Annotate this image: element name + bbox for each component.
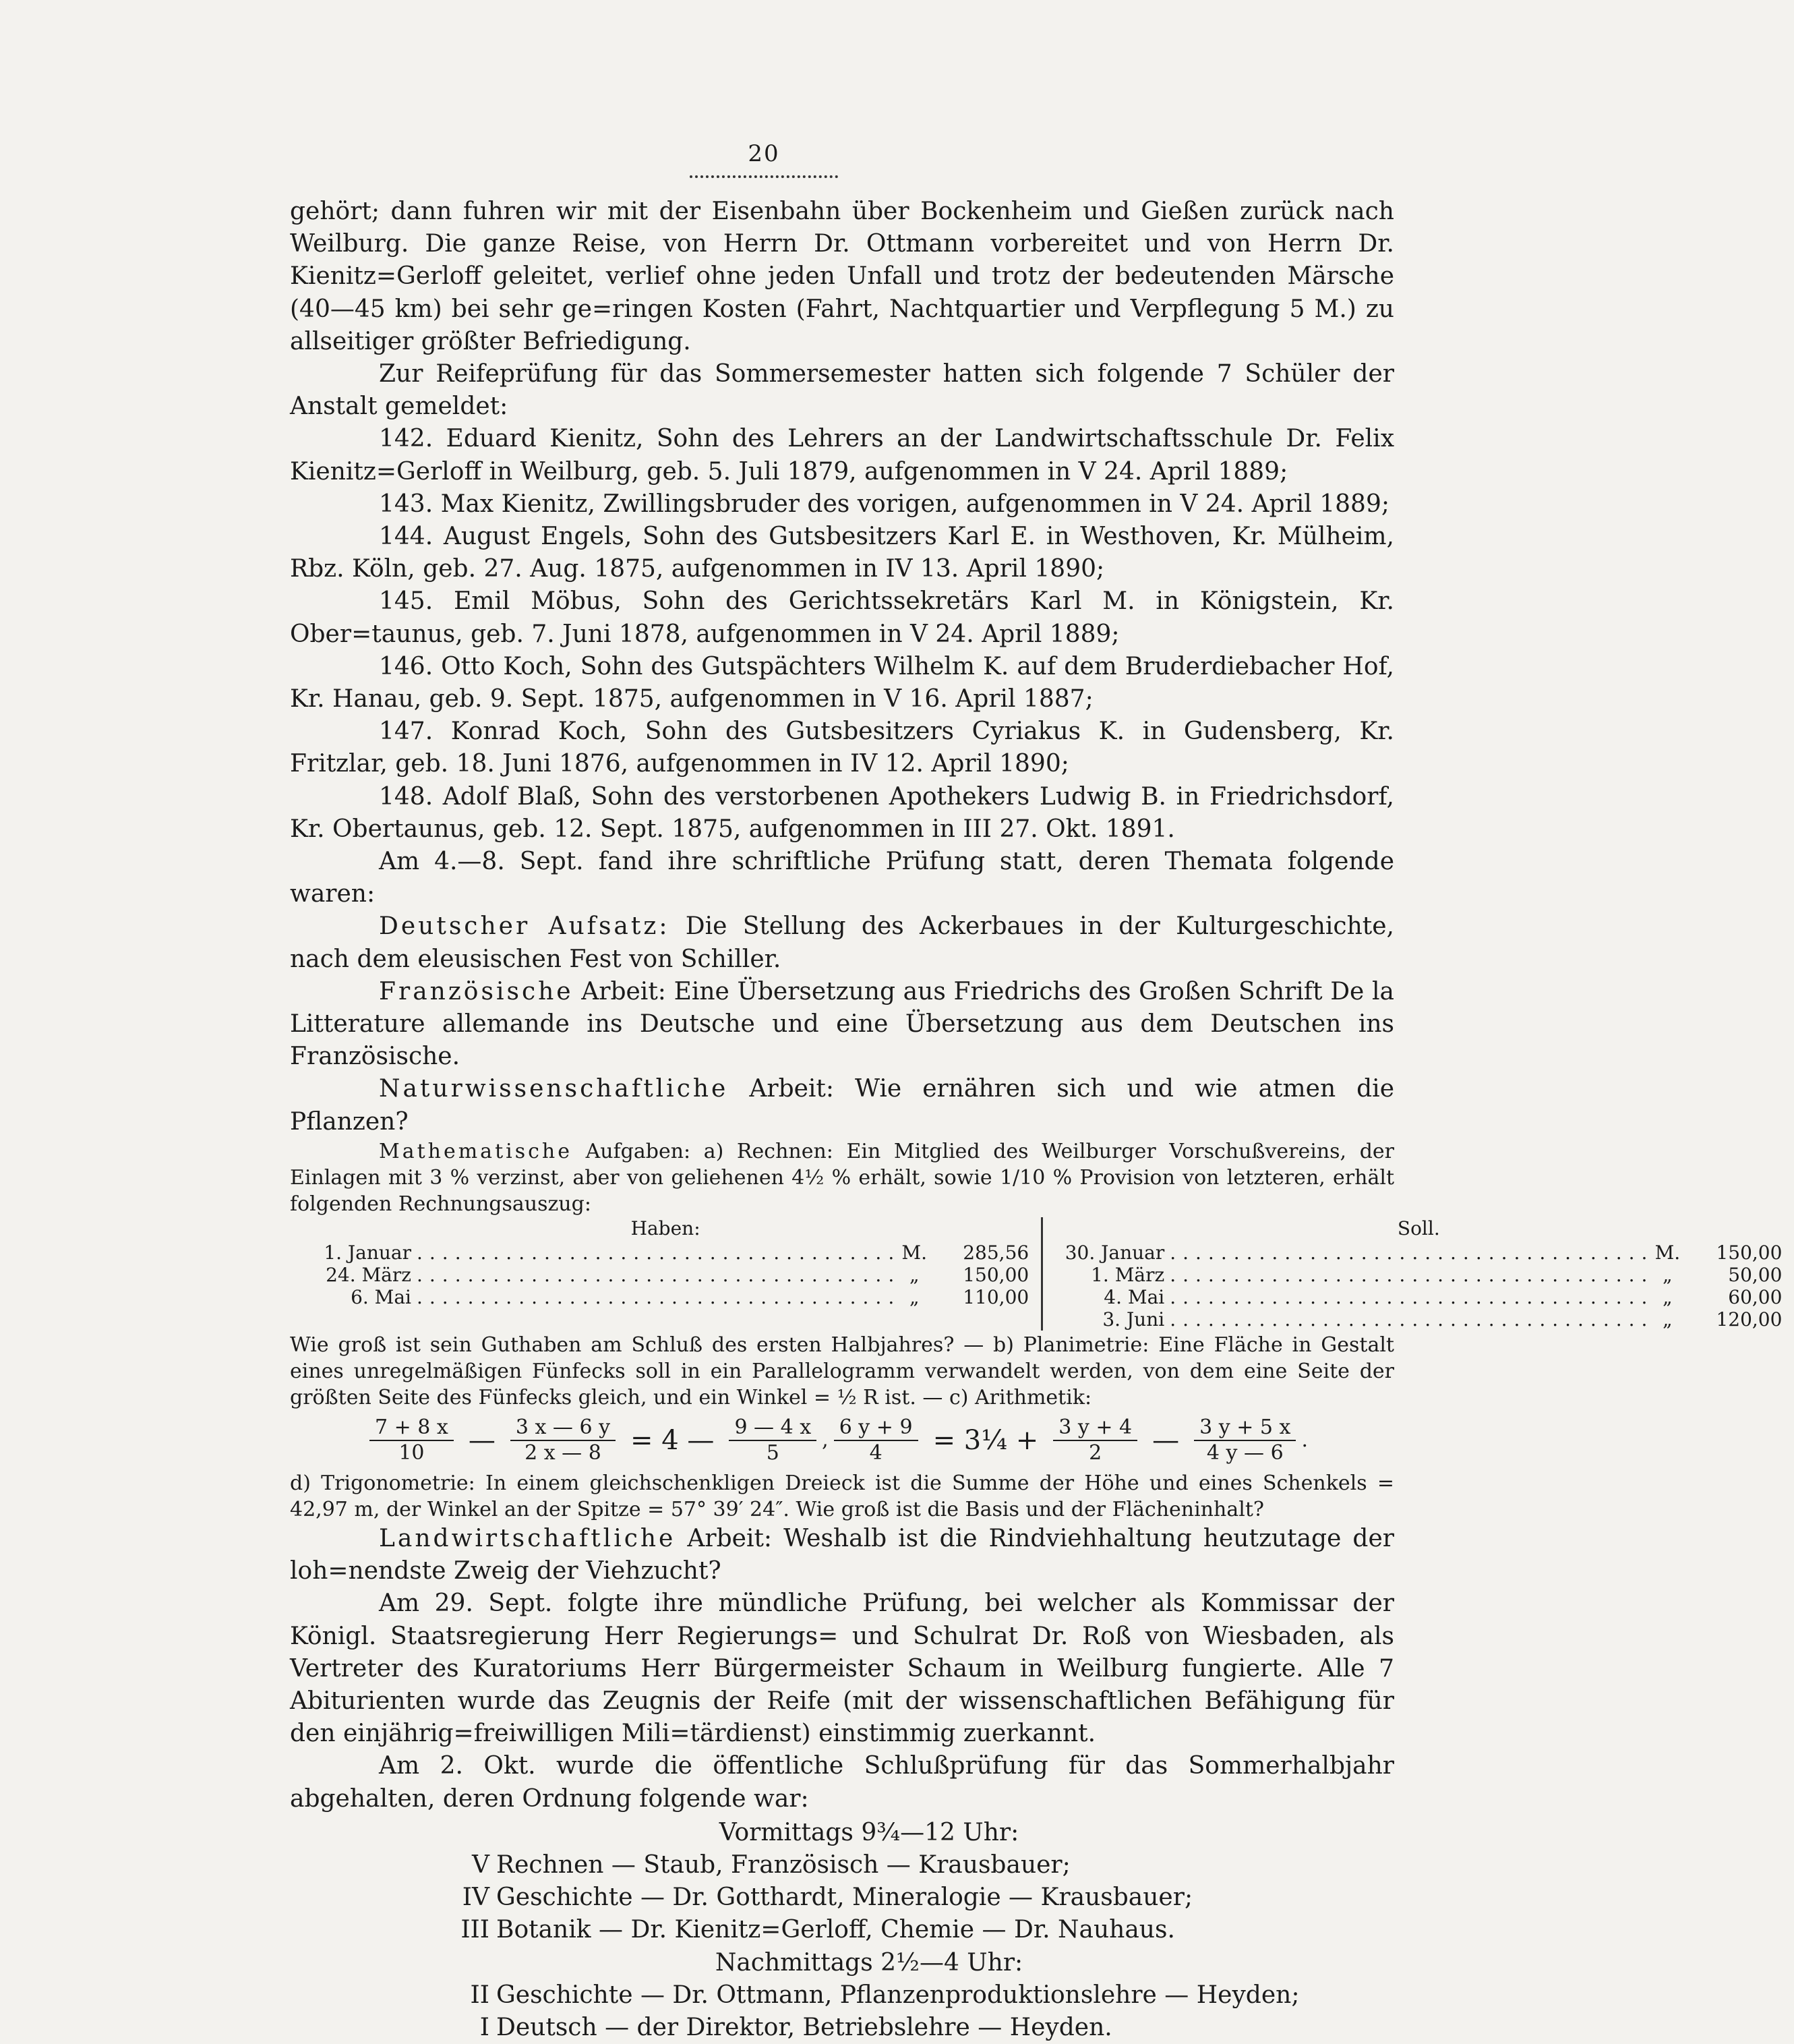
student-148: 148. Adolf Blaß, Sohn des verstorbenen Apothekers Ludwig B. in Friedrichsdorf, Kr. Obertaunus, geb. 12. Sept. 1875, aufgenommen in III 27. Okt. 1891. xyxy=(290,782,1394,843)
class-label: III xyxy=(460,1916,489,1944)
leader-dots xyxy=(417,1264,901,1286)
account-haben xyxy=(290,1217,1043,1331)
numerator: 9 — 4 x xyxy=(729,1415,816,1441)
student-147: 147. Konrad Koch, Sohn des Gutsbesitzers Cyriakus K. in Gudensberg, Kr. Fritzlar, geb. 18. Juni 1876, aufgenommen in IV 12. April 1890; xyxy=(290,718,1394,778)
denominator: 10 xyxy=(398,1440,425,1465)
fraction xyxy=(1053,1415,1137,1465)
numerator: 6 y + 9 xyxy=(834,1415,918,1441)
soll-label: Soll. xyxy=(1397,1217,1440,1239)
denominator: 5 xyxy=(766,1440,779,1465)
haben-amount: 150,00 xyxy=(963,1263,1029,1286)
soll-row xyxy=(1043,1264,1794,1286)
schedule-text: Geschichte — Dr. Gotthardt, Mineralogie — Krausbauer; xyxy=(496,1884,1193,1912)
leader-dots xyxy=(417,1286,901,1308)
soll-currency: „ xyxy=(1663,1263,1673,1286)
schedule-text: Geschichte — Dr. Ottmann, Pflanzenproduktionslehre — Heyden; xyxy=(496,1981,1300,2009)
schedule-row xyxy=(290,2012,1394,2044)
class-label: I xyxy=(479,2013,489,2041)
soll-row xyxy=(1043,1242,1794,1264)
soll-amount: 60,00 xyxy=(1728,1285,1783,1308)
soll-row xyxy=(1043,1286,1794,1308)
numerator: 7 + 8 x xyxy=(369,1415,454,1441)
schedule-text: Rechnen — Staub, Französisch — Krausbauer; xyxy=(496,1850,1071,1879)
leader-dots xyxy=(1170,1308,1654,1331)
student-142: 142. Eduard Kienitz, Sohn des Lehrers an der Landwirtschaftsschule Dr. Felix Kienitz=Gerloff in Weilburg, geb. 5. Juli 1879, aufgenommen in V 24. April 1889; xyxy=(290,425,1394,486)
soll-date: 1. März xyxy=(1091,1263,1165,1286)
haben-amount: 285,56 xyxy=(963,1241,1029,1264)
fraction xyxy=(1194,1415,1296,1465)
leader-dots xyxy=(1170,1286,1654,1308)
topic-natur-label: Naturwissenschaftliche xyxy=(379,1075,729,1103)
haben-row xyxy=(290,1242,1041,1264)
topic-math-text: Aufgaben: a) Rechnen: Ein Mitglied des Weilburger Vorschußvereins, der Einlagen mit 3 % verzinst, aber von geliehenen 4½ % erhält, sowie 1/10 % Provision von letzteren, erhält folgenden Rechnungsauszug: xyxy=(290,1139,1394,1216)
class-label: II xyxy=(470,1981,489,2009)
student-143: 143. Max Kienitz, Zwillingsbruder des vorigen, aufgenommen in V 24. April 1889; xyxy=(379,490,1389,518)
schedule-row xyxy=(290,1914,1394,1946)
soll-currency: „ xyxy=(1663,1308,1673,1331)
text-body xyxy=(290,196,1783,2044)
soll-row xyxy=(1043,1308,1794,1331)
comma: , xyxy=(822,1428,829,1452)
operator: — xyxy=(468,1424,496,1456)
topic-deutsch xyxy=(290,910,1394,975)
numerator: 3 y + 5 x xyxy=(1194,1415,1296,1441)
paragraph-oral-exam: Am 29. Sept. folgte ihre mündliche Prüfung, bei welcher als Kommissar der Königl. Staatsregierung Herr Regierungs= und Schulrat Dr. Roß von Wiesbaden, als Vertreter des Kuratoriums Herr Bürgermeister Schaum in Weilburg fungierte. Alle 7 Abiturienten wurde das Zeugnis der Reife (mit der wissenschaftlichen Befähigung für den einjährig=freiwilligen Mili=tärdienst) einstimmig zuerkannt. xyxy=(290,1589,1394,1748)
equals-term: = 3¼ + xyxy=(932,1424,1039,1456)
account-soll xyxy=(1043,1217,1794,1331)
arithmetic-equation xyxy=(290,1411,1394,1470)
fraction xyxy=(369,1415,454,1465)
schedule-morning-heading: Vormittags 9¾—12 Uhr: xyxy=(719,1818,1019,1846)
soll-currency: M. xyxy=(1654,1241,1681,1264)
math-planimetrie: Wie groß ist sein Guthaben am Schluß des ersten Halbjahres? — b) Planimetrie: Eine Fläche in Gestalt eines unregelmäßigen Fünfecks soll in ein Parallelogramm verwandelt werden, von dem eine Seite der größten Seite des Fünfecks gleich, und ein Winkel = ½ R ist. — c) Arithmetik: xyxy=(290,1333,1394,1409)
math-trigonometrie: d) Trigonometrie: In einem gleichschenkligen Dreieck ist die Summe der Höhe und eines Schenkels = 42,97 m, der Winkel an der Spitze = 57° 39′ 24″. Wie groß ist die Basis und der Flächeninhalt? xyxy=(290,1471,1394,1521)
period: . xyxy=(1301,1428,1308,1452)
numerator: 3 x — 6 y xyxy=(510,1415,616,1441)
leader-dots xyxy=(1170,1242,1654,1264)
student-146: 146. Otto Koch, Sohn des Gutspächters Wilhelm K. auf dem Bruderdiebacher Hof, Kr. Hanau, geb. 9. Sept. 1875, aufgenommen in V 16. April 1887; xyxy=(290,652,1394,713)
student-145: 145. Emil Möbus, Sohn des Gerichtssekretärs Karl M. in Königstein, Kr. Ober=taunus, geb. 7. Juni 1878, aufgenommen in V 24. April 1889; xyxy=(290,587,1394,648)
paragraph-final-exam: Am 2. Okt. wurde die öffentliche Schlußprüfung für das Sommerhalbjahr abgehalten, deren Ordnung folgende war: xyxy=(290,1752,1394,1813)
haben-amount: 110,00 xyxy=(963,1285,1029,1308)
soll-date: 3. Juni xyxy=(1102,1308,1165,1331)
denominator: 4 xyxy=(869,1440,883,1465)
leader-dots xyxy=(417,1242,901,1264)
paragraph-travel: gehört; dann fuhren wir mit der Eisenbahn über Bockenheim und Gießen zurück nach Weilburg. Die ganze Reise, von Herrn Dr. Ottmann vorbereitet und von Herrn Dr. Kienitz=Gerloff geleitet, verlief ohne jeden Unfall und trotz der bedeutenden Märsche (40—45 km) bei sehr ge=ringen Kosten (Fahrt, Nachtquartier und Verpflegung 5 M.) zu allseitiger größter Befriedigung. xyxy=(290,198,1394,355)
topic-natur-text: Arbeit: Wie ernähren sich und wie atmen die Pflanzen? xyxy=(290,1075,1394,1136)
page-number-text: 20 xyxy=(748,140,780,167)
class-label: V xyxy=(472,1850,489,1879)
fraction xyxy=(729,1415,816,1465)
topic-deutsch-label: Deutscher Aufsatz: xyxy=(379,912,670,941)
denominator: 2 x — 8 xyxy=(525,1440,601,1465)
haben-date: 24. März xyxy=(326,1263,411,1286)
schedule-afternoon-heading: Nachmittags 2½—4 Uhr: xyxy=(715,1948,1023,1977)
haben-row xyxy=(290,1286,1041,1308)
topic-land-label: Landwirtschaftliche xyxy=(379,1524,676,1552)
topic-math-label: Mathematische xyxy=(379,1139,572,1163)
haben-date: 1. Januar xyxy=(324,1241,411,1264)
soll-currency: „ xyxy=(1663,1285,1673,1308)
topic-math xyxy=(290,1138,1394,1217)
haben-row xyxy=(290,1264,1041,1286)
topic-land-text: Arbeit: Weshalb ist die Rindviehhaltung heutzutage der loh=nendste Zweig der Viehzucht? xyxy=(290,1524,1394,1585)
haben-label: Haben: xyxy=(630,1217,700,1239)
haben-date: 6. Mai xyxy=(351,1285,411,1308)
equals-term: = 4 — xyxy=(630,1424,715,1456)
paragraph-exam-intro: Zur Reifeprüfung für das Sommersemester hatten sich folgende 7 Schüler der Anstalt gemeldet: xyxy=(290,360,1394,421)
numerator: 3 y + 4 xyxy=(1053,1415,1137,1441)
ornament-rule xyxy=(690,167,838,178)
fraction xyxy=(510,1415,616,1465)
denominator: 2 xyxy=(1089,1440,1102,1465)
denominator: 4 y — 6 xyxy=(1206,1440,1284,1465)
paragraph-written-exam: Am 4.—8. Sept. fand ihre schriftliche Prüfung statt, deren Themata folgende waren: xyxy=(290,848,1394,908)
schedule-text: Botanik — Dr. Kienitz=Gerloff, Chemie — Dr. Nauhaus. xyxy=(496,1916,1175,1944)
student-144: 144. August Engels, Sohn des Gutsbesitzers Karl E. in Westhoven, Kr. Mülheim, Rbz. Köln, geb. 27. Aug. 1875, aufgenommen in IV 13. April 1890; xyxy=(290,523,1394,583)
exam-schedule xyxy=(290,1817,1394,2044)
topic-franz-label: Französische xyxy=(379,977,574,1005)
haben-currency: „ xyxy=(909,1263,920,1286)
leader-dots xyxy=(1170,1264,1654,1286)
topic-natur xyxy=(290,1073,1394,1138)
schedule-row xyxy=(290,1849,1394,1881)
topic-franz xyxy=(290,976,1394,1074)
soll-date: 4. Mai xyxy=(1104,1285,1165,1308)
account-statement xyxy=(290,1217,1783,1331)
schedule-row xyxy=(290,1979,1394,2012)
haben-currency: M. xyxy=(901,1241,927,1264)
soll-date: 30. Januar xyxy=(1065,1241,1165,1264)
soll-amount: 50,00 xyxy=(1728,1263,1783,1286)
schedule-text: Deutsch — der Direktor, Betriebslehre — Heyden. xyxy=(496,2013,1112,2041)
topic-land xyxy=(290,1523,1394,1587)
class-label: IV xyxy=(462,1884,489,1912)
fraction xyxy=(834,1415,918,1465)
page-number xyxy=(0,140,1528,178)
topic-franz-text: Arbeit: Eine Übersetzung aus Friedrichs des Großen Schrift De la Litterature allemande ins Deutsche und eine Übersetzung aus dem Deutschen ins Französische. xyxy=(290,977,1394,1071)
soll-amount: 150,00 xyxy=(1716,1241,1783,1264)
haben-currency: „ xyxy=(909,1285,920,1308)
soll-amount: 120,00 xyxy=(1716,1308,1783,1331)
schedule-row xyxy=(290,1881,1394,1914)
topic-deutsch-text: Die Stellung des Ackerbaues in der Kulturgeschichte, nach dem eleusischen Fest von Schiller. xyxy=(290,912,1394,973)
operator: — xyxy=(1152,1424,1180,1456)
